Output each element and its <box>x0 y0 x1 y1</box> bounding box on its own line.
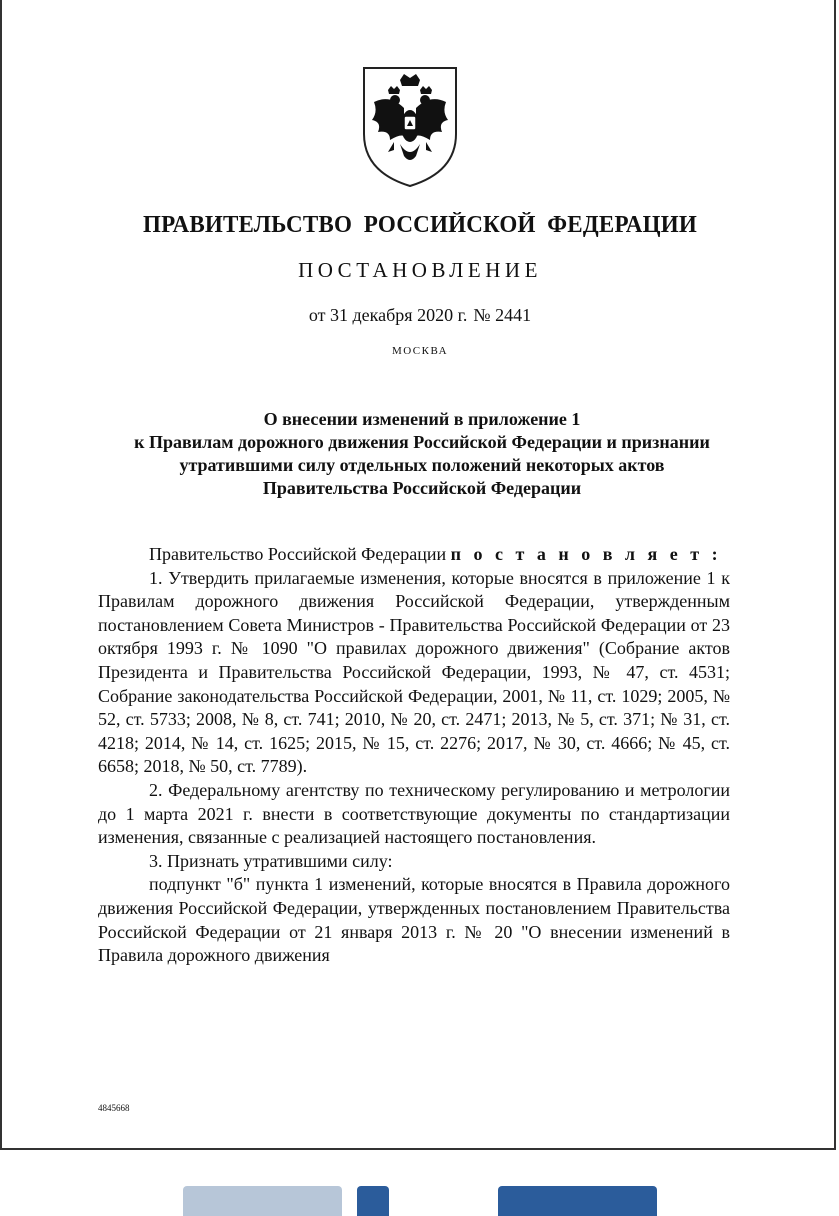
subject-line: Правительства Российской Федерации <box>262 478 582 498</box>
document-type: ПОСТАНОВЛЕНИЕ <box>298 258 542 282</box>
intro-paragraph <box>98 543 730 567</box>
subject-line: О внесении изменений в приложение 1 <box>263 409 581 429</box>
document-body <box>98 543 730 968</box>
item-3-paragraph: 3. Признать утратившими силу: <box>149 850 393 871</box>
subject-line: к Правилам дорожного движения Российской Федерации и признании <box>134 432 710 452</box>
previous-page-button[interactable] <box>183 1186 342 1216</box>
subject-line: утратившими силу отдельных положений некоторых актов <box>179 455 665 475</box>
next-page-button[interactable] <box>498 1186 657 1216</box>
document-date-number <box>2 305 838 326</box>
document-city: МОСКВА <box>391 345 449 357</box>
decree-word: п о с т а н о в л я е т : <box>450 544 722 564</box>
item-3-sub-paragraph: подпункт "б" пункта 1 изменений, которые вносятся в Правила дорожного движения Российской Федерации, утвержденных постановлением Правительства Российской Федерации от 21 января 2013 г. № 20 "О внесении изменений в Правила дорожного движения <box>98 874 730 966</box>
pagination-bar <box>0 1170 839 1200</box>
document-code: 4845668 <box>98 1103 130 1113</box>
current-page-button[interactable] <box>357 1186 389 1216</box>
russian-coat-of-arms-icon <box>360 64 460 188</box>
government-title: ПРАВИТЕЛЬСТВО РОССИЙСКОЙ ФЕДЕРАЦИИ <box>143 212 697 238</box>
item-1-paragraph: 1. Утвердить прилагаемые изменения, которые вносятся в приложение 1 к Правилам дорожного движения Российской Федерации, утвержденным постановлением Совета Министров - Правительства Российской Федерации от 23 октября 1993 г. № 1090 "О правилах дорожного движения" (Собрание актов Президента и Правительства Российской Федерации, 1993, № 47, ст. 4531; Собрание законодательства Российской Федерации, 2001, № 11, ст. 1029; 2005, № 52, ст. 5733; 2008, № 8, ст. 741; 2010, № 20, ст. 2471; 2013, № 5, ст. 371; № 31, ст. 4218; 2014, № 14, ст. 1625; 2015, № 15, ст. 2276; 2017, № 30, ст. 4666; № 45, ст. 6658; 2018, № 50, ст. 7789). <box>98 567 730 777</box>
item-2-paragraph: 2. Федеральному агентству по техническому регулированию и метрологии до 1 марта 2021 г. внести в соответствующие документы по стандартизации изменения, связанные с реализацией настоящего постановления. <box>98 779 730 848</box>
intro-text: Правительство Российской Федерации <box>149 544 447 564</box>
document-subject <box>102 408 742 500</box>
document-number: № 2441 <box>473 305 532 325</box>
document-date: от 31 декабря 2020 г. <box>308 305 468 325</box>
